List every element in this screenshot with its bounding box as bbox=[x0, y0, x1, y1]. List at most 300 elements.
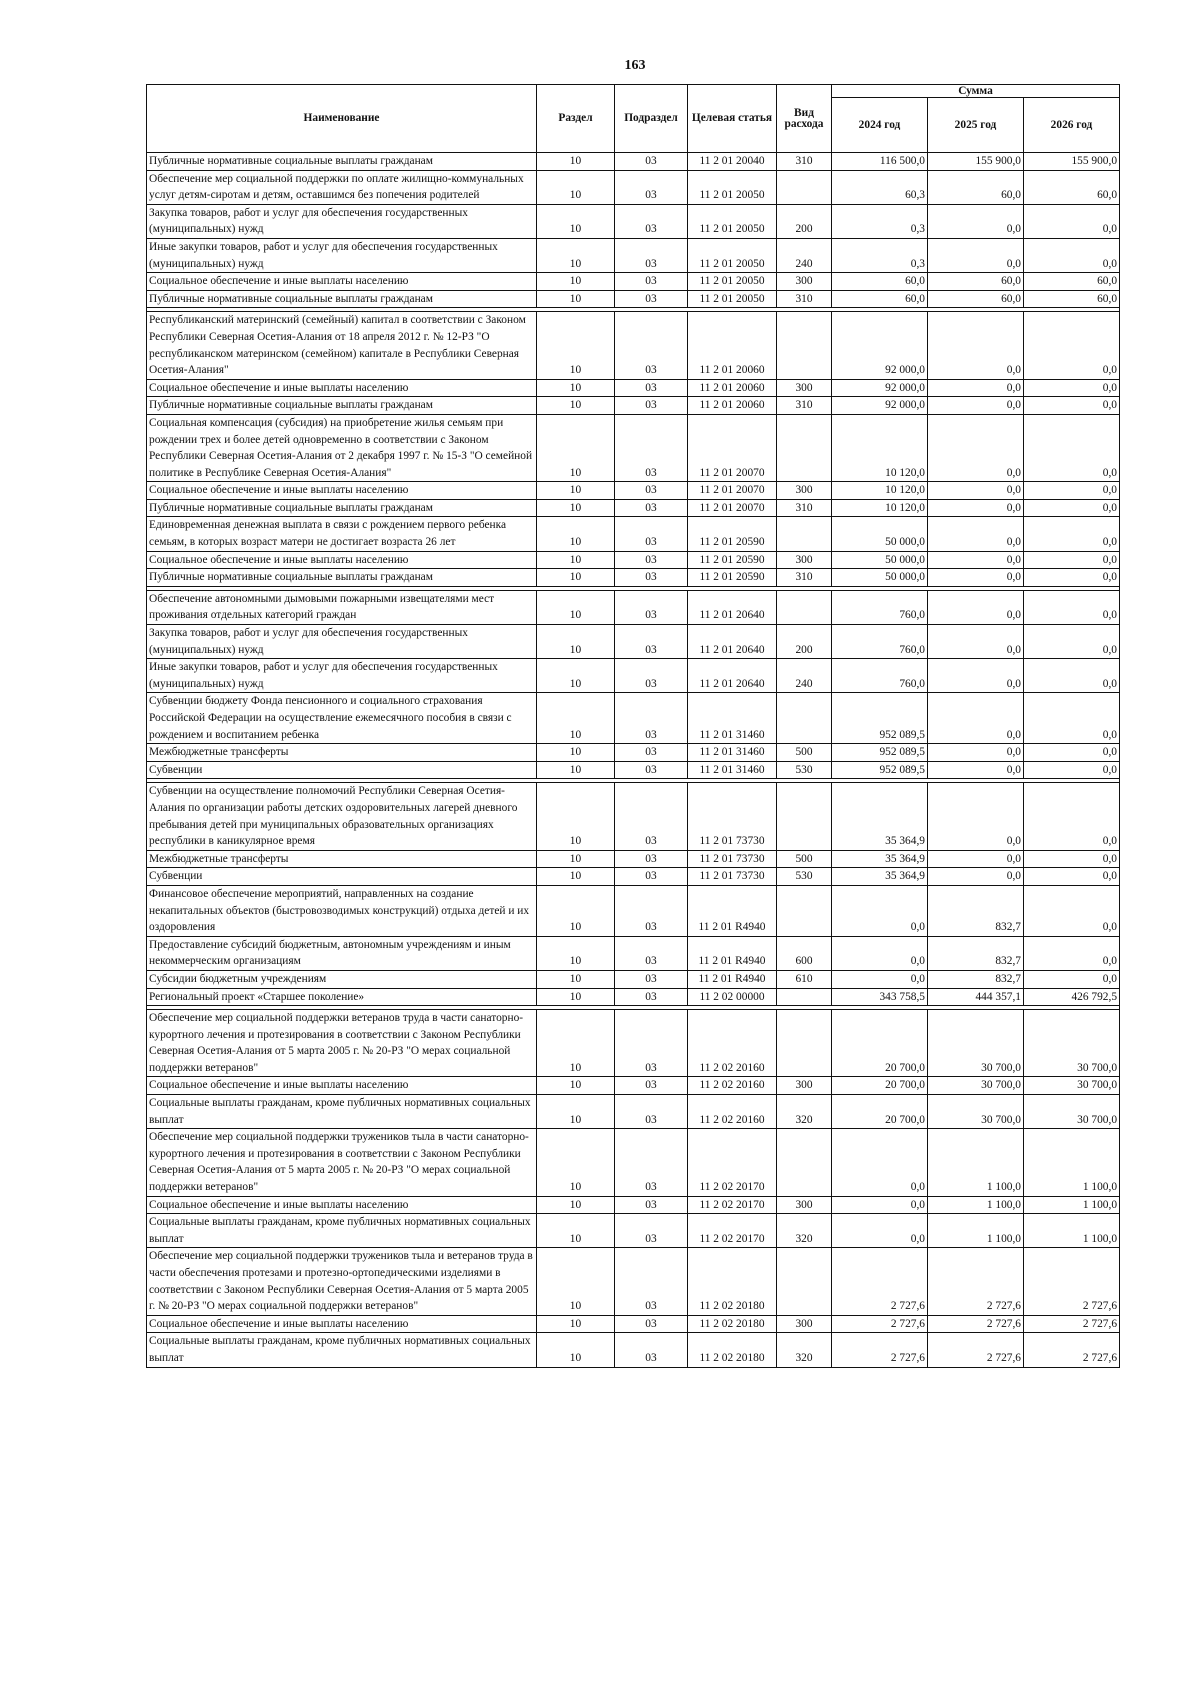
row-section: 10 bbox=[537, 551, 615, 569]
row-2025: 30 700,0 bbox=[928, 1077, 1024, 1095]
row-target: 11 2 01 20070 bbox=[688, 499, 777, 517]
row-type: 530 bbox=[777, 868, 832, 886]
table-row bbox=[147, 744, 1120, 762]
row-2025: 60,0 bbox=[928, 273, 1024, 291]
row-2025: 0,0 bbox=[928, 397, 1024, 415]
row-2025: 0,0 bbox=[928, 783, 1024, 850]
row-section: 10 bbox=[537, 312, 615, 379]
row-2025: 0,0 bbox=[928, 761, 1024, 779]
row-2026: 0,0 bbox=[1024, 850, 1120, 868]
row-2025: 60,0 bbox=[928, 170, 1024, 204]
row-subsection: 03 bbox=[615, 1333, 688, 1367]
row-subsection: 03 bbox=[615, 290, 688, 308]
row-subsection: 03 bbox=[615, 1315, 688, 1333]
table-row bbox=[147, 204, 1120, 238]
row-subsection: 03 bbox=[615, 397, 688, 415]
row-type: 310 bbox=[777, 153, 832, 171]
row-name: Субвенции bbox=[147, 761, 537, 779]
table-row bbox=[147, 885, 1120, 936]
row-name: Социальные выплаты гражданам, кроме публичных нормативных социальных выплат bbox=[147, 1333, 537, 1367]
row-subsection: 03 bbox=[615, 970, 688, 988]
row-section: 10 bbox=[537, 783, 615, 850]
row-subsection: 03 bbox=[615, 517, 688, 551]
row-target: 11 2 02 20180 bbox=[688, 1248, 777, 1315]
row-2024: 760,0 bbox=[832, 625, 928, 659]
row-name: Обеспечение мер социальной поддержки ветеранов труда в части санаторно-курортного лечения и протезирования в соответствии с Законом Республики Северная Осетия-Алания от 5 марта 2005 г. № 20-РЗ "О мерах социальной поддержки ветеранов" bbox=[147, 1010, 537, 1077]
row-name: Субвенции bbox=[147, 868, 537, 886]
row-section: 10 bbox=[537, 970, 615, 988]
row-2026: 0,0 bbox=[1024, 783, 1120, 850]
row-subsection: 03 bbox=[615, 744, 688, 762]
row-subsection: 03 bbox=[615, 761, 688, 779]
row-2025: 0,0 bbox=[928, 693, 1024, 744]
table-row bbox=[147, 1214, 1120, 1248]
row-2024: 35 364,9 bbox=[832, 850, 928, 868]
row-2024: 50 000,0 bbox=[832, 569, 928, 587]
row-2025: 0,0 bbox=[928, 744, 1024, 762]
row-2026: 60,0 bbox=[1024, 290, 1120, 308]
row-target: 11 2 02 20170 bbox=[688, 1196, 777, 1214]
row-2024: 0,0 bbox=[832, 885, 928, 936]
row-target: 11 2 01 20070 bbox=[688, 414, 777, 481]
row-2026: 1 100,0 bbox=[1024, 1196, 1120, 1214]
row-2024: 20 700,0 bbox=[832, 1010, 928, 1077]
row-section: 10 bbox=[537, 761, 615, 779]
row-2026: 0,0 bbox=[1024, 238, 1120, 272]
table-row bbox=[147, 970, 1120, 988]
row-target: 11 2 02 20160 bbox=[688, 1077, 777, 1095]
row-name: Социальное обеспечение и иные выплаты населению bbox=[147, 1077, 537, 1095]
table-row bbox=[147, 551, 1120, 569]
table-row bbox=[147, 170, 1120, 204]
row-type: 530 bbox=[777, 761, 832, 779]
row-2024: 0,3 bbox=[832, 238, 928, 272]
table-row bbox=[147, 1248, 1120, 1315]
row-target: 11 2 01 20050 bbox=[688, 170, 777, 204]
row-type bbox=[777, 414, 832, 481]
row-2026: 0,0 bbox=[1024, 312, 1120, 379]
row-subsection: 03 bbox=[615, 238, 688, 272]
row-2025: 2 727,6 bbox=[928, 1315, 1024, 1333]
row-2026: 0,0 bbox=[1024, 625, 1120, 659]
row-2025: 0,0 bbox=[928, 868, 1024, 886]
row-type: 500 bbox=[777, 744, 832, 762]
row-type: 240 bbox=[777, 238, 832, 272]
row-target: 11 2 02 20170 bbox=[688, 1214, 777, 1248]
row-section: 10 bbox=[537, 170, 615, 204]
row-section: 10 bbox=[537, 482, 615, 500]
row-subsection: 03 bbox=[615, 482, 688, 500]
row-2025: 0,0 bbox=[928, 569, 1024, 587]
row-section: 10 bbox=[537, 569, 615, 587]
row-target: 11 2 02 00000 bbox=[688, 988, 777, 1006]
row-2026: 0,0 bbox=[1024, 659, 1120, 693]
row-target: 11 2 01 20060 bbox=[688, 379, 777, 397]
row-target: 11 2 01 20040 bbox=[688, 153, 777, 171]
row-type bbox=[777, 693, 832, 744]
row-2024: 0,0 bbox=[832, 936, 928, 970]
row-type: 200 bbox=[777, 204, 832, 238]
row-target: 11 2 01 73730 bbox=[688, 783, 777, 850]
row-name: Социальное обеспечение и иные выплаты населению bbox=[147, 551, 537, 569]
row-2026: 30 700,0 bbox=[1024, 1010, 1120, 1077]
row-2024: 20 700,0 bbox=[832, 1077, 928, 1095]
row-target: 11 2 01 R4940 bbox=[688, 970, 777, 988]
row-2025: 2 727,6 bbox=[928, 1333, 1024, 1367]
table-row bbox=[147, 590, 1120, 624]
row-name: Публичные нормативные социальные выплаты гражданам bbox=[147, 397, 537, 415]
row-subsection: 03 bbox=[615, 273, 688, 291]
table-row bbox=[147, 1095, 1120, 1129]
row-2024: 92 000,0 bbox=[832, 379, 928, 397]
row-target: 11 2 01 20070 bbox=[688, 482, 777, 500]
row-type bbox=[777, 517, 832, 551]
header-2025: 2025 год bbox=[928, 98, 1024, 153]
row-target: 11 2 02 20170 bbox=[688, 1129, 777, 1196]
row-subsection: 03 bbox=[615, 1077, 688, 1095]
row-name: Республиканский материнский (семейный) капитал в соответствии с Законом Республики Северная Осетия-Алания от 18 апреля 2012 г. № 12-РЗ "О республиканском материнском (семейном) капитале в Республики Северная Осетия-Алания" bbox=[147, 312, 537, 379]
table-row bbox=[147, 936, 1120, 970]
row-subsection: 03 bbox=[615, 312, 688, 379]
page-number: 163 bbox=[624, 58, 646, 73]
row-2024: 0,0 bbox=[832, 970, 928, 988]
row-name: Обеспечение мер социальной поддержки тружеников тыла в части санаторно-курортного лечения и протезирования в соответствии с Законом Республики Северная Осетия-Алания от 5 марта 2005 г. № 20-РЗ "О мерах социальной поддержки ветеранов" bbox=[147, 1129, 537, 1196]
row-target: 11 2 01 20050 bbox=[688, 204, 777, 238]
table-row bbox=[147, 783, 1120, 850]
row-target: 11 2 01 20050 bbox=[688, 238, 777, 272]
row-section: 10 bbox=[537, 744, 615, 762]
row-name: Обеспечение автономными дымовыми пожарными извещателями мест проживания отдельных категорий граждан bbox=[147, 590, 537, 624]
row-2026: 30 700,0 bbox=[1024, 1077, 1120, 1095]
header-name: Наименование bbox=[147, 85, 537, 153]
table-row bbox=[147, 517, 1120, 551]
row-target: 11 2 01 73730 bbox=[688, 850, 777, 868]
table-row bbox=[147, 397, 1120, 415]
row-2026: 0,0 bbox=[1024, 693, 1120, 744]
table-row bbox=[147, 499, 1120, 517]
row-subsection: 03 bbox=[615, 850, 688, 868]
row-section: 10 bbox=[537, 397, 615, 415]
row-type: 310 bbox=[777, 499, 832, 517]
row-name: Обеспечение мер социальной поддержки тружеников тыла и ветеранов труда в части обеспечения протезами и протезно-ортопедическими изделиями в соответствии с Законом Республики Северная Осетия-Алания от 5 марта 2005 г. № 20-РЗ "О мерах социальной поддержки ветеранов" bbox=[147, 1248, 537, 1315]
row-subsection: 03 bbox=[615, 783, 688, 850]
row-section: 10 bbox=[537, 1010, 615, 1077]
row-target: 11 2 01 20050 bbox=[688, 290, 777, 308]
row-subsection: 03 bbox=[615, 988, 688, 1006]
row-type bbox=[777, 312, 832, 379]
row-2026: 0,0 bbox=[1024, 590, 1120, 624]
row-type: 600 bbox=[777, 936, 832, 970]
table-row bbox=[147, 850, 1120, 868]
row-2025: 0,0 bbox=[928, 379, 1024, 397]
row-2024: 760,0 bbox=[832, 590, 928, 624]
row-2024: 116 500,0 bbox=[832, 153, 928, 171]
table-row bbox=[147, 1315, 1120, 1333]
row-section: 10 bbox=[537, 1333, 615, 1367]
row-2026: 0,0 bbox=[1024, 569, 1120, 587]
row-name: Социальная компенсация (субсидия) на приобретение жилья семьям при рождении трех и более детей одновременно в соответствии с Законом Республики Северная Осетия-Алания от 2 декабря 1997 г. № 15-З "О семейной политике в Республике Северная Осетия-Алания" bbox=[147, 414, 537, 481]
row-type: 310 bbox=[777, 397, 832, 415]
row-section: 10 bbox=[537, 590, 615, 624]
row-2024: 0,0 bbox=[832, 1196, 928, 1214]
row-2024: 92 000,0 bbox=[832, 312, 928, 379]
table-row bbox=[147, 290, 1120, 308]
header-target: Целевая статья bbox=[688, 85, 777, 153]
row-section: 10 bbox=[537, 1196, 615, 1214]
row-2026: 0,0 bbox=[1024, 204, 1120, 238]
row-name: Субвенции на осуществление полномочий Республики Северная Осетия-Алания по организации работы детских оздоровительных лагерей дневного пребывания детей при муниципальных образовательных организациях республики в каникулярное время bbox=[147, 783, 537, 850]
row-section: 10 bbox=[537, 625, 615, 659]
table-row bbox=[147, 761, 1120, 779]
row-2026: 1 100,0 bbox=[1024, 1214, 1120, 1248]
row-name: Межбюджетные трансферты bbox=[147, 850, 537, 868]
row-2026: 2 727,6 bbox=[1024, 1333, 1120, 1367]
row-type: 310 bbox=[777, 290, 832, 308]
row-section: 10 bbox=[537, 1214, 615, 1248]
row-2024: 2 727,6 bbox=[832, 1248, 928, 1315]
row-2025: 0,0 bbox=[928, 659, 1024, 693]
header-subsection: Подраздел bbox=[615, 85, 688, 153]
row-target: 11 2 02 20160 bbox=[688, 1010, 777, 1077]
row-type bbox=[777, 988, 832, 1006]
row-subsection: 03 bbox=[615, 885, 688, 936]
header-2026: 2026 год bbox=[1024, 98, 1120, 153]
row-2026: 0,0 bbox=[1024, 761, 1120, 779]
row-2026: 0,0 bbox=[1024, 517, 1120, 551]
row-2024: 2 727,6 bbox=[832, 1333, 928, 1367]
header-section: Раздел bbox=[537, 85, 615, 153]
row-2024: 10 120,0 bbox=[832, 482, 928, 500]
row-name: Субсидии бюджетным учреждениям bbox=[147, 970, 537, 988]
row-target: 11 2 01 20590 bbox=[688, 551, 777, 569]
row-type: 320 bbox=[777, 1214, 832, 1248]
row-target: 11 2 01 20060 bbox=[688, 397, 777, 415]
row-name: Предоставление субсидий бюджетным, автономным учреждениям и иным некоммерческим организациям bbox=[147, 936, 537, 970]
row-target: 11 2 01 20060 bbox=[688, 312, 777, 379]
row-2025: 30 700,0 bbox=[928, 1010, 1024, 1077]
row-subsection: 03 bbox=[615, 1129, 688, 1196]
row-2025: 444 357,1 bbox=[928, 988, 1024, 1006]
row-2025: 0,0 bbox=[928, 238, 1024, 272]
row-2024: 952 089,5 bbox=[832, 761, 928, 779]
row-2025: 0,0 bbox=[928, 517, 1024, 551]
row-2026: 1 100,0 bbox=[1024, 1129, 1120, 1196]
table-row bbox=[147, 693, 1120, 744]
row-2025: 0,0 bbox=[928, 590, 1024, 624]
row-target: 11 2 01 20050 bbox=[688, 273, 777, 291]
row-2026: 60,0 bbox=[1024, 170, 1120, 204]
row-name: Публичные нормативные социальные выплаты гражданам bbox=[147, 153, 537, 171]
row-section: 10 bbox=[537, 290, 615, 308]
row-subsection: 03 bbox=[615, 204, 688, 238]
table-row bbox=[147, 1333, 1120, 1367]
row-target: 11 2 02 20160 bbox=[688, 1095, 777, 1129]
row-2026: 0,0 bbox=[1024, 551, 1120, 569]
row-2025: 832,7 bbox=[928, 936, 1024, 970]
row-section: 10 bbox=[537, 659, 615, 693]
row-name: Социальное обеспечение и иные выплаты населению bbox=[147, 482, 537, 500]
row-2025: 832,7 bbox=[928, 970, 1024, 988]
row-2025: 0,0 bbox=[928, 551, 1024, 569]
row-type: 300 bbox=[777, 551, 832, 569]
row-name: Финансовое обеспечение мероприятий, направленных на создание некапитальных объектов (быстровозводимых конструкций) отдыха детей и их оздоровления bbox=[147, 885, 537, 936]
row-target: 11 2 02 20180 bbox=[688, 1333, 777, 1367]
table-row bbox=[147, 482, 1120, 500]
row-name: Социальное обеспечение и иные выплаты населению bbox=[147, 1315, 537, 1333]
row-2026: 0,0 bbox=[1024, 499, 1120, 517]
row-2026: 426 792,5 bbox=[1024, 988, 1120, 1006]
row-2024: 60,3 bbox=[832, 170, 928, 204]
header-type: Вид расхода bbox=[777, 85, 832, 153]
row-section: 10 bbox=[537, 693, 615, 744]
row-type bbox=[777, 783, 832, 850]
table-row bbox=[147, 659, 1120, 693]
row-name: Субвенции бюджету Фонда пенсионного и социального страхования Российской Федерации на осуществление ежемесячного пособия в связи с рождением и воспитанием ребенка bbox=[147, 693, 537, 744]
row-2024: 0,0 bbox=[832, 1129, 928, 1196]
row-target: 11 2 02 20180 bbox=[688, 1315, 777, 1333]
row-type bbox=[777, 590, 832, 624]
row-subsection: 03 bbox=[615, 569, 688, 587]
row-name: Публичные нормативные социальные выплаты гражданам bbox=[147, 569, 537, 587]
row-target: 11 2 01 20590 bbox=[688, 569, 777, 587]
row-name: Региональный проект «Старшее поколение» bbox=[147, 988, 537, 1006]
row-2024: 760,0 bbox=[832, 659, 928, 693]
budget-table bbox=[146, 84, 1120, 1368]
table-row bbox=[147, 988, 1120, 1006]
row-section: 10 bbox=[537, 499, 615, 517]
row-subsection: 03 bbox=[615, 1196, 688, 1214]
header-2024: 2024 год bbox=[832, 98, 928, 153]
row-section: 10 bbox=[537, 936, 615, 970]
row-name: Закупка товаров, работ и услуг для обеспечения государственных (муниципальных) нужд bbox=[147, 625, 537, 659]
table-row bbox=[147, 379, 1120, 397]
row-name: Иные закупки товаров, работ и услуг для обеспечения государственных (муниципальных) нужд bbox=[147, 238, 537, 272]
row-name: Закупка товаров, работ и услуг для обеспечения государственных (муниципальных) нужд bbox=[147, 204, 537, 238]
row-subsection: 03 bbox=[615, 414, 688, 481]
row-subsection: 03 bbox=[615, 1095, 688, 1129]
row-target: 11 2 01 31460 bbox=[688, 693, 777, 744]
table-row bbox=[147, 569, 1120, 587]
table-row bbox=[147, 273, 1120, 291]
table-row bbox=[147, 1129, 1120, 1196]
row-name: Иные закупки товаров, работ и услуг для обеспечения государственных (муниципальных) нужд bbox=[147, 659, 537, 693]
row-type bbox=[777, 1010, 832, 1077]
row-subsection: 03 bbox=[615, 625, 688, 659]
row-subsection: 03 bbox=[615, 659, 688, 693]
table-row bbox=[147, 1077, 1120, 1095]
row-2025: 0,0 bbox=[928, 499, 1024, 517]
row-type: 610 bbox=[777, 970, 832, 988]
row-type: 300 bbox=[777, 482, 832, 500]
row-name: Социальное обеспечение и иные выплаты населению bbox=[147, 1196, 537, 1214]
row-subsection: 03 bbox=[615, 1248, 688, 1315]
row-2024: 952 089,5 bbox=[832, 693, 928, 744]
row-subsection: 03 bbox=[615, 499, 688, 517]
row-2026: 2 727,6 bbox=[1024, 1315, 1120, 1333]
row-2025: 155 900,0 bbox=[928, 153, 1024, 171]
row-section: 10 bbox=[537, 1077, 615, 1095]
row-name: Межбюджетные трансферты bbox=[147, 744, 537, 762]
row-2024: 343 758,5 bbox=[832, 988, 928, 1006]
row-2026: 0,0 bbox=[1024, 397, 1120, 415]
row-target: 11 2 01 R4940 bbox=[688, 885, 777, 936]
row-section: 10 bbox=[537, 1315, 615, 1333]
row-section: 10 bbox=[537, 153, 615, 171]
row-section: 10 bbox=[537, 1129, 615, 1196]
row-section: 10 bbox=[537, 517, 615, 551]
table-row bbox=[147, 1010, 1120, 1077]
row-type: 300 bbox=[777, 379, 832, 397]
row-target: 11 2 01 20590 bbox=[688, 517, 777, 551]
table-row bbox=[147, 312, 1120, 379]
row-type: 320 bbox=[777, 1333, 832, 1367]
row-2024: 35 364,9 bbox=[832, 868, 928, 886]
row-2025: 1 100,0 bbox=[928, 1196, 1024, 1214]
row-2024: 92 000,0 bbox=[832, 397, 928, 415]
row-name: Социальные выплаты гражданам, кроме публичных нормативных социальных выплат bbox=[147, 1095, 537, 1129]
row-2024: 0,3 bbox=[832, 204, 928, 238]
row-name: Социальное обеспечение и иные выплаты населению bbox=[147, 273, 537, 291]
row-subsection: 03 bbox=[615, 551, 688, 569]
row-2025: 1 100,0 bbox=[928, 1129, 1024, 1196]
table-row bbox=[147, 414, 1120, 481]
row-section: 10 bbox=[537, 1248, 615, 1315]
row-section: 10 bbox=[537, 1095, 615, 1129]
row-2026: 2 727,6 bbox=[1024, 1248, 1120, 1315]
row-type bbox=[777, 885, 832, 936]
row-2026: 0,0 bbox=[1024, 414, 1120, 481]
row-2024: 2 727,6 bbox=[832, 1315, 928, 1333]
row-2026: 0,0 bbox=[1024, 482, 1120, 500]
table-row bbox=[147, 1196, 1120, 1214]
row-name: Социальное обеспечение и иные выплаты населению bbox=[147, 379, 537, 397]
row-section: 10 bbox=[537, 238, 615, 272]
table-body bbox=[147, 153, 1120, 1368]
row-subsection: 03 bbox=[615, 153, 688, 171]
row-name: Публичные нормативные социальные выплаты гражданам bbox=[147, 499, 537, 517]
row-2024: 20 700,0 bbox=[832, 1095, 928, 1129]
row-target: 11 2 01 R4940 bbox=[688, 936, 777, 970]
table-row bbox=[147, 153, 1120, 171]
header-sum: Сумма bbox=[832, 85, 1120, 98]
row-target: 11 2 01 20640 bbox=[688, 590, 777, 624]
row-type bbox=[777, 170, 832, 204]
row-target: 11 2 01 31460 bbox=[688, 761, 777, 779]
row-2025: 832,7 bbox=[928, 885, 1024, 936]
row-type bbox=[777, 1248, 832, 1315]
row-type: 310 bbox=[777, 569, 832, 587]
row-2024: 60,0 bbox=[832, 273, 928, 291]
row-section: 10 bbox=[537, 273, 615, 291]
row-type: 200 bbox=[777, 625, 832, 659]
row-2026: 0,0 bbox=[1024, 379, 1120, 397]
row-2026: 155 900,0 bbox=[1024, 153, 1120, 171]
row-2025: 60,0 bbox=[928, 290, 1024, 308]
row-2026: 0,0 bbox=[1024, 868, 1120, 886]
row-target: 11 2 01 20640 bbox=[688, 625, 777, 659]
row-2024: 0,0 bbox=[832, 1214, 928, 1248]
row-type: 300 bbox=[777, 1077, 832, 1095]
row-type: 300 bbox=[777, 273, 832, 291]
row-2024: 50 000,0 bbox=[832, 517, 928, 551]
row-2025: 0,0 bbox=[928, 625, 1024, 659]
row-2024: 952 089,5 bbox=[832, 744, 928, 762]
row-subsection: 03 bbox=[615, 1010, 688, 1077]
row-2024: 35 364,9 bbox=[832, 783, 928, 850]
row-2025: 30 700,0 bbox=[928, 1095, 1024, 1129]
row-2026: 30 700,0 bbox=[1024, 1095, 1120, 1129]
row-2025: 0,0 bbox=[928, 850, 1024, 868]
